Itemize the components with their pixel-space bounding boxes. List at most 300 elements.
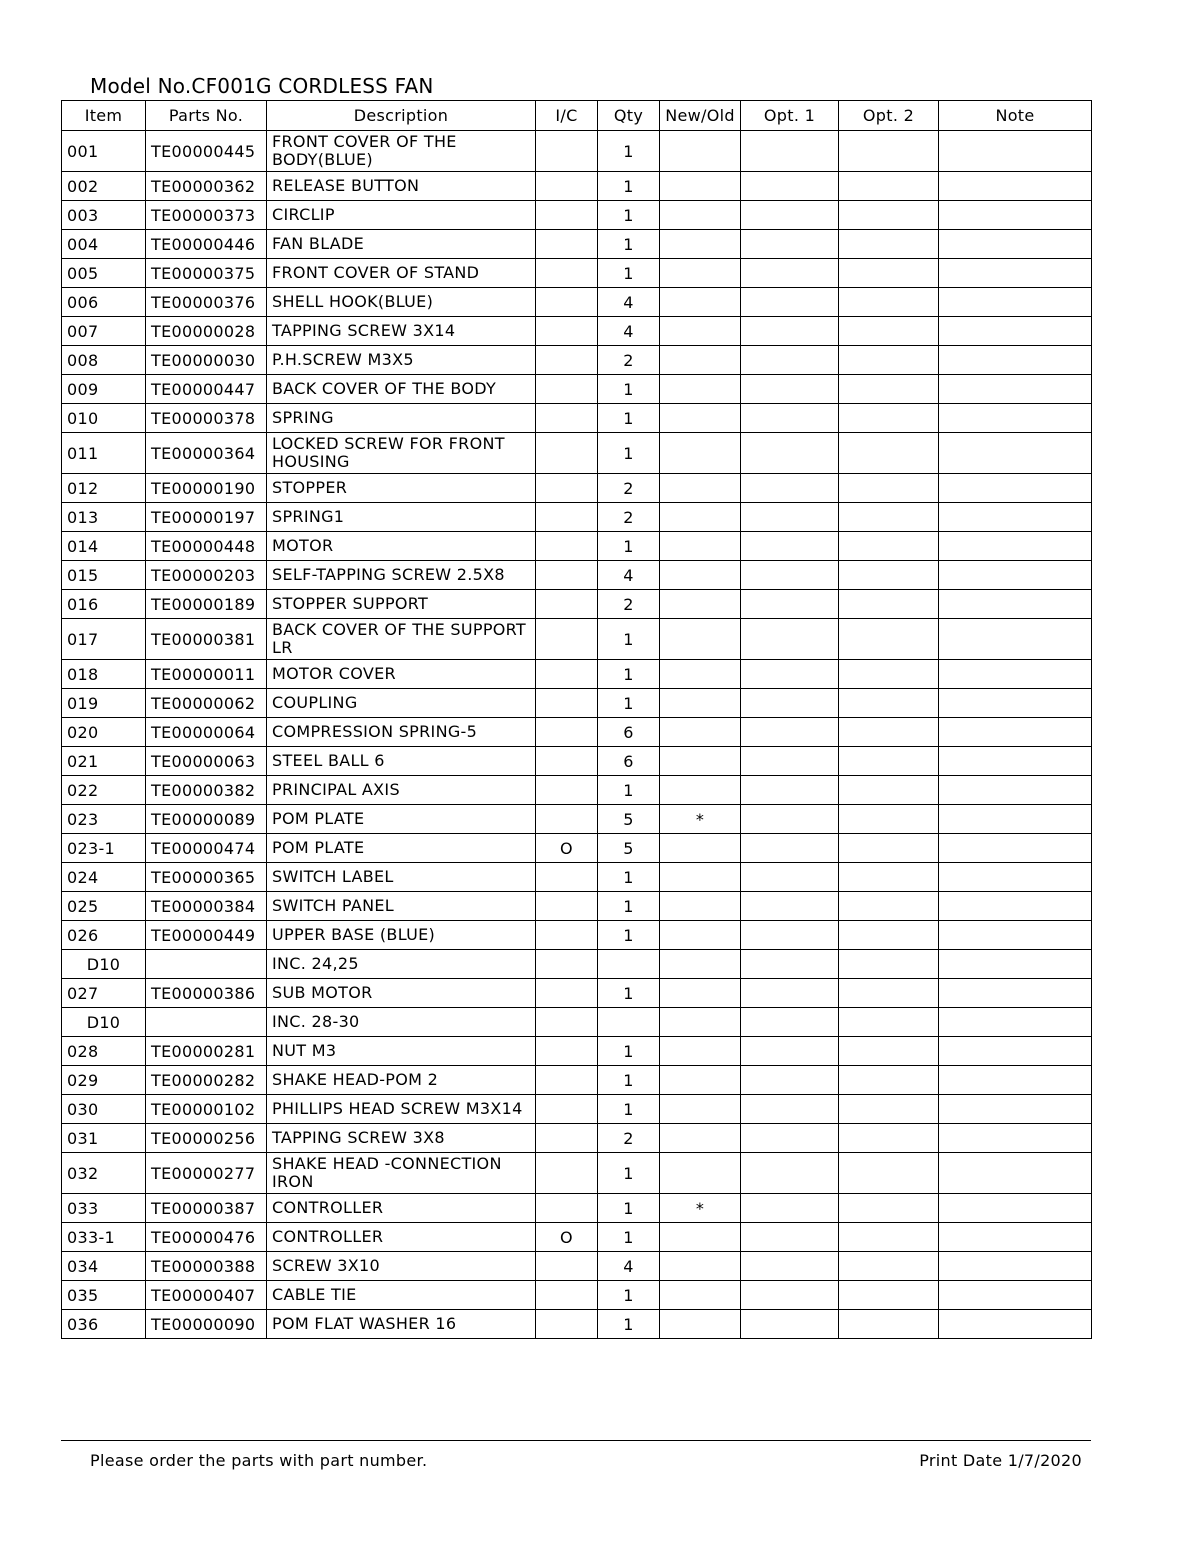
cell-ic <box>536 346 598 375</box>
cell-note <box>939 1153 1092 1194</box>
cell-part-number: TE00000062 <box>146 689 267 718</box>
cell-ic <box>536 288 598 317</box>
cell-qty: 1 <box>598 660 660 689</box>
cell-note <box>939 718 1092 747</box>
cell-description: MOTOR <box>267 532 536 561</box>
cell-description: POM FLAT WASHER 16 <box>267 1310 536 1339</box>
cell-part-number: TE00000447 <box>146 375 267 404</box>
cell-note <box>939 288 1092 317</box>
cell-item: 027 <box>62 979 146 1008</box>
table-row <box>62 131 1092 172</box>
cell-part-number: TE00000277 <box>146 1153 267 1194</box>
cell-part-number: TE00000362 <box>146 172 267 201</box>
table-row <box>62 660 1092 689</box>
cell-qty: 1 <box>598 921 660 950</box>
cell-qty: 4 <box>598 1252 660 1281</box>
cell-opt2 <box>839 532 939 561</box>
cell-note <box>939 1008 1092 1037</box>
cell-new-old <box>660 950 741 979</box>
cell-opt2 <box>839 288 939 317</box>
cell-note <box>939 1066 1092 1095</box>
table-row <box>62 259 1092 288</box>
cell-new-old <box>660 1153 741 1194</box>
cell-description: SPRING1 <box>267 503 536 532</box>
cell-note <box>939 805 1092 834</box>
cell-qty: 2 <box>598 1124 660 1153</box>
cell-part-number: TE00000203 <box>146 561 267 590</box>
cell-qty: 2 <box>598 346 660 375</box>
cell-opt2 <box>839 375 939 404</box>
cell-qty: 6 <box>598 718 660 747</box>
cell-opt2 <box>839 503 939 532</box>
cell-opt1 <box>741 1310 839 1339</box>
cell-ic <box>536 747 598 776</box>
cell-opt2 <box>839 474 939 503</box>
cell-new-old <box>660 201 741 230</box>
cell-part-number: TE00000282 <box>146 1066 267 1095</box>
cell-part-number: TE00000102 <box>146 1095 267 1124</box>
cell-opt1 <box>741 375 839 404</box>
cell-qty: 1 <box>598 1095 660 1124</box>
cell-item: 033 <box>62 1194 146 1223</box>
cell-opt2 <box>839 1008 939 1037</box>
cell-part-number: TE00000384 <box>146 892 267 921</box>
cell-opt1 <box>741 433 839 474</box>
cell-opt2 <box>839 834 939 863</box>
table-row <box>62 834 1092 863</box>
cell-new-old <box>660 1281 741 1310</box>
cell-item: 002 <box>62 172 146 201</box>
cell-new-old <box>660 1008 741 1037</box>
table-row <box>62 1223 1092 1252</box>
cell-description: TAPPING SCREW 3X14 <box>267 317 536 346</box>
cell-part-number: TE00000028 <box>146 317 267 346</box>
cell-item: 030 <box>62 1095 146 1124</box>
cell-opt1 <box>741 172 839 201</box>
cell-ic <box>536 1066 598 1095</box>
cell-description: POM PLATE <box>267 834 536 863</box>
cell-description: POM PLATE <box>267 805 536 834</box>
cell-opt1 <box>741 1095 839 1124</box>
cell-opt1 <box>741 1153 839 1194</box>
cell-opt2 <box>839 805 939 834</box>
column-header-note: Note <box>939 101 1092 131</box>
cell-item: 023-1 <box>62 834 146 863</box>
cell-opt1 <box>741 474 839 503</box>
cell-description: MOTOR COVER <box>267 660 536 689</box>
cell-qty: 5 <box>598 805 660 834</box>
cell-description: SHAKE HEAD-POM 2 <box>267 1066 536 1095</box>
cell-ic <box>536 1153 598 1194</box>
cell-part-number: TE00000190 <box>146 474 267 503</box>
table-row <box>62 892 1092 921</box>
cell-note <box>939 532 1092 561</box>
cell-note <box>939 950 1092 979</box>
cell-opt1 <box>741 590 839 619</box>
cell-item: 012 <box>62 474 146 503</box>
cell-part-number: TE00000445 <box>146 131 267 172</box>
cell-new-old <box>660 1095 741 1124</box>
cell-opt2 <box>839 201 939 230</box>
cell-note <box>939 590 1092 619</box>
cell-ic <box>536 1095 598 1124</box>
cell-item: 008 <box>62 346 146 375</box>
cell-opt1 <box>741 921 839 950</box>
table-row <box>62 230 1092 259</box>
cell-note <box>939 1194 1092 1223</box>
footer-print-date: Print Date 1/7/2020 <box>919 1451 1082 1470</box>
cell-opt1 <box>741 201 839 230</box>
table-row <box>62 921 1092 950</box>
cell-ic <box>536 921 598 950</box>
table-row <box>62 1194 1092 1223</box>
cell-new-old <box>660 433 741 474</box>
column-header-qty: Qty <box>598 101 660 131</box>
cell-ic <box>536 1037 598 1066</box>
cell-part-number: TE00000387 <box>146 1194 267 1223</box>
cell-description: INC. 28-30 <box>267 1008 536 1037</box>
cell-note <box>939 979 1092 1008</box>
cell-note <box>939 172 1092 201</box>
cell-item: D10 <box>62 950 146 979</box>
table-row <box>62 1252 1092 1281</box>
cell-ic <box>536 1124 598 1153</box>
cell-new-old <box>660 1223 741 1252</box>
cell-opt1 <box>741 561 839 590</box>
cell-new-old <box>660 590 741 619</box>
column-header-new-old: New/Old <box>660 101 741 131</box>
column-header-opt1: Opt. 1 <box>741 101 839 131</box>
cell-ic <box>536 590 598 619</box>
cell-opt2 <box>839 863 939 892</box>
cell-note <box>939 346 1092 375</box>
cell-opt2 <box>839 1223 939 1252</box>
cell-opt1 <box>741 950 839 979</box>
cell-part-number: TE00000375 <box>146 259 267 288</box>
cell-part-number: TE00000064 <box>146 718 267 747</box>
cell-qty: 1 <box>598 131 660 172</box>
cell-part-number: TE00000474 <box>146 834 267 863</box>
cell-opt2 <box>839 131 939 172</box>
cell-ic <box>536 474 598 503</box>
cell-opt2 <box>839 1037 939 1066</box>
table-row <box>62 532 1092 561</box>
table-row <box>62 1281 1092 1310</box>
cell-ic <box>536 979 598 1008</box>
cell-opt1 <box>741 834 839 863</box>
cell-new-old <box>660 776 741 805</box>
cell-new-old: * <box>660 805 741 834</box>
cell-part-number <box>146 1008 267 1037</box>
cell-item: 036 <box>62 1310 146 1339</box>
cell-opt2 <box>839 979 939 1008</box>
cell-qty: 2 <box>598 590 660 619</box>
table-row <box>62 1008 1092 1037</box>
cell-new-old <box>660 863 741 892</box>
cell-ic <box>536 660 598 689</box>
cell-item: 031 <box>62 1124 146 1153</box>
cell-item: 007 <box>62 317 146 346</box>
column-header-opt2: Opt. 2 <box>839 101 939 131</box>
cell-item: 029 <box>62 1066 146 1095</box>
cell-item: 023 <box>62 805 146 834</box>
cell-ic <box>536 1310 598 1339</box>
cell-ic <box>536 950 598 979</box>
cell-note <box>939 747 1092 776</box>
cell-qty: 4 <box>598 561 660 590</box>
cell-description: RELEASE BUTTON <box>267 172 536 201</box>
cell-opt1 <box>741 259 839 288</box>
cell-description: LOCKED SCREW FOR FRONT HOUSING <box>267 433 536 474</box>
cell-opt1 <box>741 1223 839 1252</box>
cell-opt2 <box>839 1153 939 1194</box>
cell-item: 014 <box>62 532 146 561</box>
cell-qty: 1 <box>598 619 660 660</box>
cell-opt2 <box>839 921 939 950</box>
cell-note <box>939 921 1092 950</box>
table-row <box>62 718 1092 747</box>
cell-new-old <box>660 404 741 433</box>
cell-description: BACK COVER OF THE BODY <box>267 375 536 404</box>
cell-part-number: TE00000256 <box>146 1124 267 1153</box>
cell-new-old <box>660 718 741 747</box>
cell-description: CABLE TIE <box>267 1281 536 1310</box>
cell-new-old <box>660 660 741 689</box>
table-row <box>62 346 1092 375</box>
cell-ic <box>536 375 598 404</box>
table-row <box>62 433 1092 474</box>
cell-ic <box>536 1252 598 1281</box>
cell-qty: 1 <box>598 689 660 718</box>
cell-qty: 1 <box>598 776 660 805</box>
cell-opt1 <box>741 863 839 892</box>
cell-description: STEEL BALL 6 <box>267 747 536 776</box>
cell-opt1 <box>741 1252 839 1281</box>
cell-ic <box>536 433 598 474</box>
cell-qty: 1 <box>598 1223 660 1252</box>
cell-opt2 <box>839 1281 939 1310</box>
cell-qty: 6 <box>598 747 660 776</box>
cell-opt2 <box>839 433 939 474</box>
cell-item: 033-1 <box>62 1223 146 1252</box>
cell-qty: 4 <box>598 317 660 346</box>
table-row <box>62 201 1092 230</box>
cell-note <box>939 1037 1092 1066</box>
cell-description: SUB MOTOR <box>267 979 536 1008</box>
cell-ic <box>536 689 598 718</box>
cell-item: 032 <box>62 1153 146 1194</box>
cell-opt2 <box>839 1252 939 1281</box>
cell-qty: 1 <box>598 863 660 892</box>
cell-opt2 <box>839 404 939 433</box>
cell-part-number: TE00000448 <box>146 532 267 561</box>
cell-new-old <box>660 474 741 503</box>
cell-part-number <box>146 950 267 979</box>
cell-qty: 2 <box>598 503 660 532</box>
cell-opt1 <box>741 776 839 805</box>
cell-part-number: TE00000446 <box>146 230 267 259</box>
cell-opt1 <box>741 1194 839 1223</box>
cell-item: 021 <box>62 747 146 776</box>
cell-part-number: TE00000197 <box>146 503 267 532</box>
cell-item: 005 <box>62 259 146 288</box>
cell-qty: 1 <box>598 1066 660 1095</box>
cell-new-old: * <box>660 1194 741 1223</box>
cell-ic <box>536 863 598 892</box>
cell-item: 004 <box>62 230 146 259</box>
cell-ic <box>536 805 598 834</box>
table-row <box>62 503 1092 532</box>
table-row <box>62 172 1092 201</box>
cell-description: BACK COVER OF THE SUPPORT LR <box>267 619 536 660</box>
cell-opt2 <box>839 317 939 346</box>
cell-ic <box>536 503 598 532</box>
table-row <box>62 1310 1092 1339</box>
cell-item: 013 <box>62 503 146 532</box>
table-row <box>62 1095 1092 1124</box>
cell-new-old <box>660 619 741 660</box>
cell-qty: 1 <box>598 979 660 1008</box>
cell-ic <box>536 172 598 201</box>
cell-opt1 <box>741 532 839 561</box>
cell-ic <box>536 1008 598 1037</box>
footer-order-note: Please order the parts with part number. <box>90 1451 428 1470</box>
cell-new-old <box>660 689 741 718</box>
cell-opt2 <box>839 660 939 689</box>
cell-qty: 1 <box>598 201 660 230</box>
cell-opt2 <box>839 346 939 375</box>
cell-opt1 <box>741 346 839 375</box>
cell-note <box>939 474 1092 503</box>
cell-new-old <box>660 230 741 259</box>
cell-part-number: TE00000011 <box>146 660 267 689</box>
cell-description: SPRING <box>267 404 536 433</box>
cell-ic: O <box>536 1223 598 1252</box>
cell-opt1 <box>741 1008 839 1037</box>
cell-description: SCREW 3X10 <box>267 1252 536 1281</box>
cell-note <box>939 1281 1092 1310</box>
cell-description: CONTROLLER <box>267 1194 536 1223</box>
cell-new-old <box>660 979 741 1008</box>
cell-qty: 1 <box>598 172 660 201</box>
table-row <box>62 1037 1092 1066</box>
cell-part-number: TE00000381 <box>146 619 267 660</box>
cell-ic <box>536 532 598 561</box>
cell-note <box>939 834 1092 863</box>
cell-new-old <box>660 1037 741 1066</box>
cell-new-old <box>660 131 741 172</box>
table-row <box>62 561 1092 590</box>
cell-item: 015 <box>62 561 146 590</box>
cell-description: COUPLING <box>267 689 536 718</box>
cell-opt2 <box>839 1310 939 1339</box>
cell-ic <box>536 776 598 805</box>
cell-opt1 <box>741 1124 839 1153</box>
cell-new-old <box>660 747 741 776</box>
table-row <box>62 689 1092 718</box>
cell-new-old <box>660 892 741 921</box>
column-header-parts-no: Parts No. <box>146 101 267 131</box>
cell-qty: 1 <box>598 259 660 288</box>
cell-new-old <box>660 921 741 950</box>
table-header-row <box>62 101 1092 131</box>
cell-opt1 <box>741 503 839 532</box>
cell-item: 006 <box>62 288 146 317</box>
table-row <box>62 1066 1092 1095</box>
cell-note <box>939 689 1092 718</box>
cell-opt2 <box>839 892 939 921</box>
cell-new-old <box>660 1066 741 1095</box>
cell-opt2 <box>839 259 939 288</box>
cell-qty: 1 <box>598 1194 660 1223</box>
cell-new-old <box>660 259 741 288</box>
cell-part-number: TE00000373 <box>146 201 267 230</box>
cell-ic <box>536 1194 598 1223</box>
cell-item: 017 <box>62 619 146 660</box>
cell-ic <box>536 1281 598 1310</box>
cell-item: 020 <box>62 718 146 747</box>
cell-part-number: TE00000449 <box>146 921 267 950</box>
cell-opt1 <box>741 689 839 718</box>
cell-item: 035 <box>62 1281 146 1310</box>
cell-description: SHAKE HEAD -CONNECTION IRON <box>267 1153 536 1194</box>
cell-new-old <box>660 503 741 532</box>
cell-note <box>939 1124 1092 1153</box>
cell-item: 018 <box>62 660 146 689</box>
column-header-item: Item <box>62 101 146 131</box>
cell-item: 022 <box>62 776 146 805</box>
cell-note <box>939 375 1092 404</box>
cell-opt1 <box>741 131 839 172</box>
cell-note <box>939 131 1092 172</box>
table-row <box>62 863 1092 892</box>
table-row <box>62 288 1092 317</box>
cell-description: SHELL HOOK(BLUE) <box>267 288 536 317</box>
cell-opt1 <box>741 718 839 747</box>
cell-part-number: TE00000189 <box>146 590 267 619</box>
cell-description: SWITCH PANEL <box>267 892 536 921</box>
table-row <box>62 317 1092 346</box>
cell-description: FRONT COVER OF STAND <box>267 259 536 288</box>
cell-qty: 1 <box>598 375 660 404</box>
cell-part-number: TE00000476 <box>146 1223 267 1252</box>
cell-description: CIRCLIP <box>267 201 536 230</box>
cell-part-number: TE00000030 <box>146 346 267 375</box>
table-row <box>62 404 1092 433</box>
cell-new-old <box>660 288 741 317</box>
cell-item: 024 <box>62 863 146 892</box>
cell-opt2 <box>839 561 939 590</box>
cell-qty: 1 <box>598 1281 660 1310</box>
cell-opt2 <box>839 776 939 805</box>
cell-opt1 <box>741 1066 839 1095</box>
cell-opt2 <box>839 1124 939 1153</box>
cell-part-number: TE00000364 <box>146 433 267 474</box>
cell-note <box>939 1310 1092 1339</box>
table-row <box>62 1153 1092 1194</box>
cell-note <box>939 404 1092 433</box>
cell-opt2 <box>839 619 939 660</box>
cell-description: P.H.SCREW M3X5 <box>267 346 536 375</box>
cell-ic <box>536 317 598 346</box>
cell-opt2 <box>839 747 939 776</box>
cell-qty <box>598 1008 660 1037</box>
cell-qty: 1 <box>598 892 660 921</box>
cell-part-number: TE00000388 <box>146 1252 267 1281</box>
cell-qty: 1 <box>598 1310 660 1339</box>
table-row <box>62 747 1092 776</box>
cell-description: PHILLIPS HEAD SCREW M3X14 <box>267 1095 536 1124</box>
